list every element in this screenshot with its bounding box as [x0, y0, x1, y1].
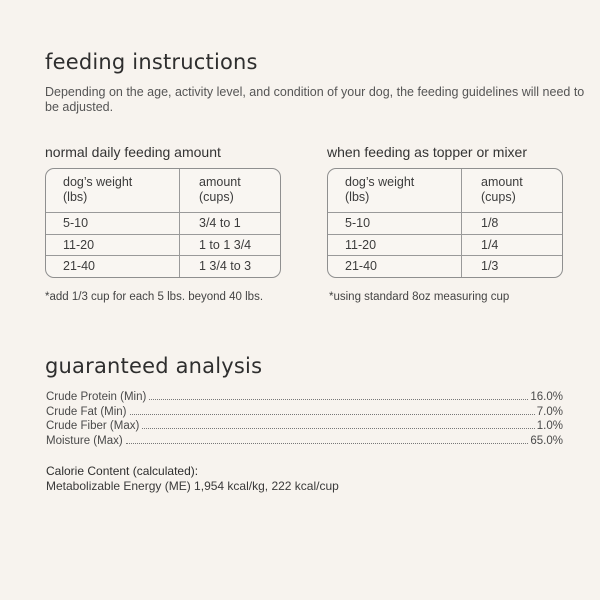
analysis-list [46, 391, 563, 449]
weight-cell: 11-20 [345, 237, 377, 252]
table-row [328, 255, 562, 277]
weight-cell: 21-40 [345, 259, 377, 274]
amount-column-header [180, 169, 280, 212]
amount-cell: 1 to 1 3/4 [199, 237, 252, 252]
analysis-label: Crude Fat (Min) [46, 405, 127, 418]
list-item [46, 435, 563, 450]
table-row [46, 255, 280, 277]
weight-column-header [328, 169, 462, 212]
amount-header-text: amount (cups) [199, 175, 241, 204]
weight-cell: 11-20 [63, 237, 95, 252]
amount-cell: 3/4 to 1 [199, 216, 241, 231]
analysis-label: Moisture (Max) [46, 434, 123, 447]
table-header-row [46, 169, 280, 212]
table-header-row [328, 169, 562, 212]
weight-header-text: dog’s weight (lbs) [345, 175, 415, 204]
leader-dots [126, 443, 529, 444]
topper-feeding-table [327, 168, 563, 278]
calorie-heading: Calorie Content (calculated): [46, 464, 199, 478]
leader-dots [130, 414, 535, 415]
analysis-value: 1.0% [536, 420, 563, 432]
weight-cell: 21-40 [63, 259, 95, 274]
analysis-label: Crude Protein (Min) [46, 391, 147, 403]
amount-cell: 1/3 [481, 259, 499, 274]
list-item [46, 406, 563, 421]
leader-dots [142, 428, 534, 429]
weight-header-text: dog’s weight (lbs) [63, 175, 133, 204]
table-row [328, 234, 562, 256]
topper-feeding-heading: when feeding as topper or mixer [327, 144, 527, 160]
table-row [328, 212, 562, 234]
weight-cell: 5-10 [63, 216, 89, 231]
feeding-intro-text: Depending on the age, activity level, and condition of your dog, the feeding guidelines will need to be adjusted. [45, 85, 585, 114]
amount-cell: 1/4 [481, 237, 499, 252]
normal-feeding-note: *add 1/3 cup for each 5 lbs. beyond 40 lbs. [45, 291, 264, 303]
feeding-instructions-title: feeding instructions [45, 50, 258, 74]
amount-cell: 1 3/4 to 3 [199, 259, 252, 274]
calorie-content [46, 464, 339, 494]
amount-header-text: amount (cups) [481, 175, 523, 204]
normal-feeding-heading: normal daily feeding amount [45, 144, 221, 160]
weight-column-header [46, 169, 180, 212]
calorie-value: Metabolizable Energy (ME) 1,954 kcal/kg, 222 kcal/cup [46, 479, 339, 493]
amount-column-header [462, 169, 562, 212]
leader-dots [149, 399, 528, 400]
weight-cell: 5-10 [345, 216, 371, 231]
analysis-value: 7.0% [536, 405, 563, 418]
normal-feeding-table [45, 168, 281, 278]
analysis-value: 16.0% [530, 391, 563, 403]
table-row [46, 212, 280, 234]
guaranteed-analysis-title: guaranteed analysis [45, 354, 263, 378]
list-item [46, 420, 563, 435]
analysis-label: Crude Fiber (Max) [46, 420, 140, 432]
analysis-value: 65.0% [530, 434, 563, 447]
table-row [46, 234, 280, 256]
topper-feeding-note: *using standard 8oz measuring cup [329, 291, 510, 303]
amount-cell: 1/8 [481, 216, 499, 231]
list-item [46, 391, 563, 406]
